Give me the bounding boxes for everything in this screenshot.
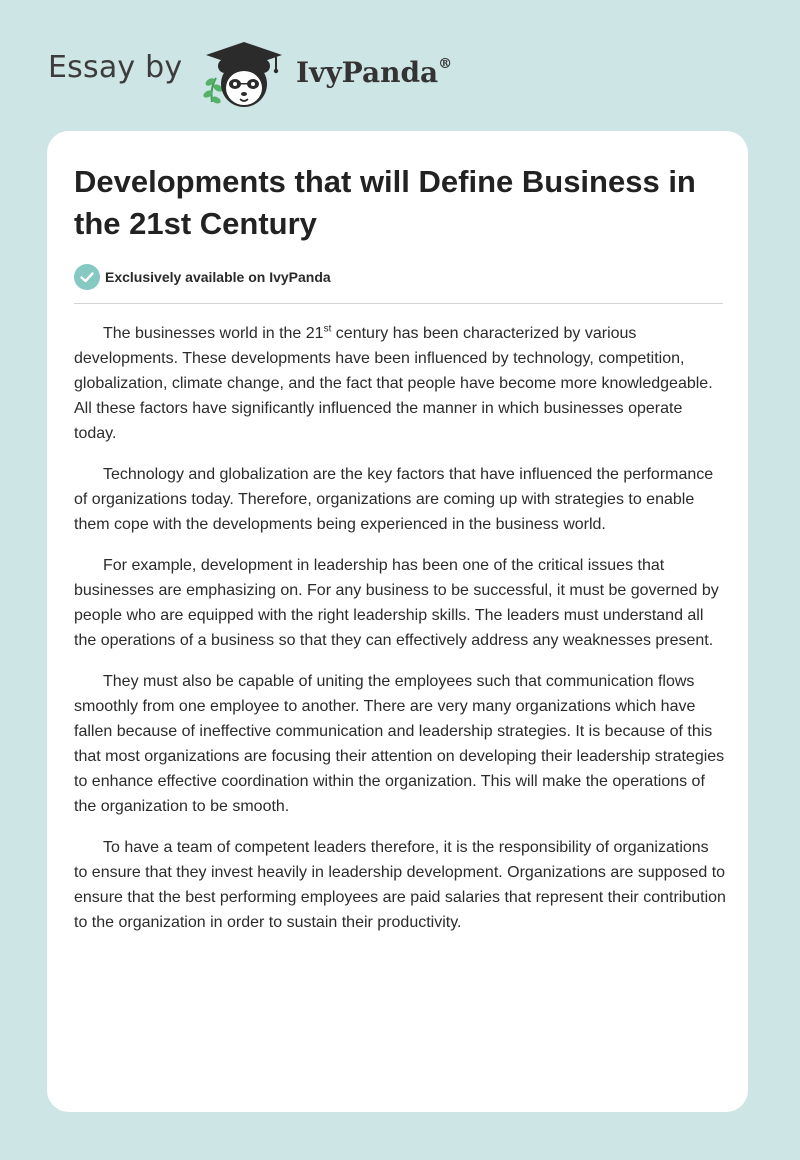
site-header	[0, 0, 800, 125]
page-title: Developments that will Define Business in the 21st Century	[74, 164, 696, 241]
panda-graduation-cap-logo-icon[interactable]	[198, 36, 290, 110]
divider	[74, 303, 723, 304]
paragraph: They must also be capable of uniting the employees such that communication flows smoothly from one employee to another. There are very many organizations which have fallen because of ineffective communication and leadership strategies. It is because of this that most organizations are focusing their attention on developing their leadership strategies to enhance effective coordination within the organization. This will make the operations of the organization to be smooth.	[74, 673, 725, 815]
exclusive-label: Exclusively available on IvyPanda	[105, 269, 331, 285]
ordinal-suffix: st	[323, 323, 332, 335]
brand-name[interactable]	[296, 56, 452, 89]
paragraph	[74, 321, 726, 446]
paragraph: To have a team of competent leaders therefore, it is the responsibility of organizations to ensure that they invest heavily in leadership development. Organizations are supposed to ensure that the best performing employees are paid salaries that represent their contribution to the organization in order to sustain their productivity.	[74, 839, 726, 931]
essay-by-label: Essay by	[48, 50, 183, 85]
paragraph: Technology and globalization are the key factors that have influenced the performance of organizations today. Therefore, organizations are coming up with strategies to enable them cope with the developments being experienced in the business world.	[74, 466, 714, 533]
essay-card	[47, 131, 748, 1112]
paragraph: For example, development in leadership has been one of the critical issues that businesses are emphasizing on. For any business to be successful, it must be governed by people who are equipped with the right leadership skills. The leaders must understand all the operations of a business so that they can effectively address any weaknesses present.	[74, 557, 719, 649]
paragraph-text-start: The businesses world in the 21	[103, 325, 324, 342]
exclusive-badge	[74, 264, 331, 290]
brand-text: IvyPanda	[296, 56, 439, 89]
check-circle-icon	[74, 264, 100, 290]
registered-mark: ®	[438, 56, 453, 72]
paragraph-text-end: century has been characterized by various developments. These developments have been influenced by technology, competition, globalization, climate change, and the fact that people have become more knowledgeable. All these factors have significantly influenced the manner in which businesses operate today.	[74, 325, 713, 442]
essay-body	[74, 321, 726, 951]
